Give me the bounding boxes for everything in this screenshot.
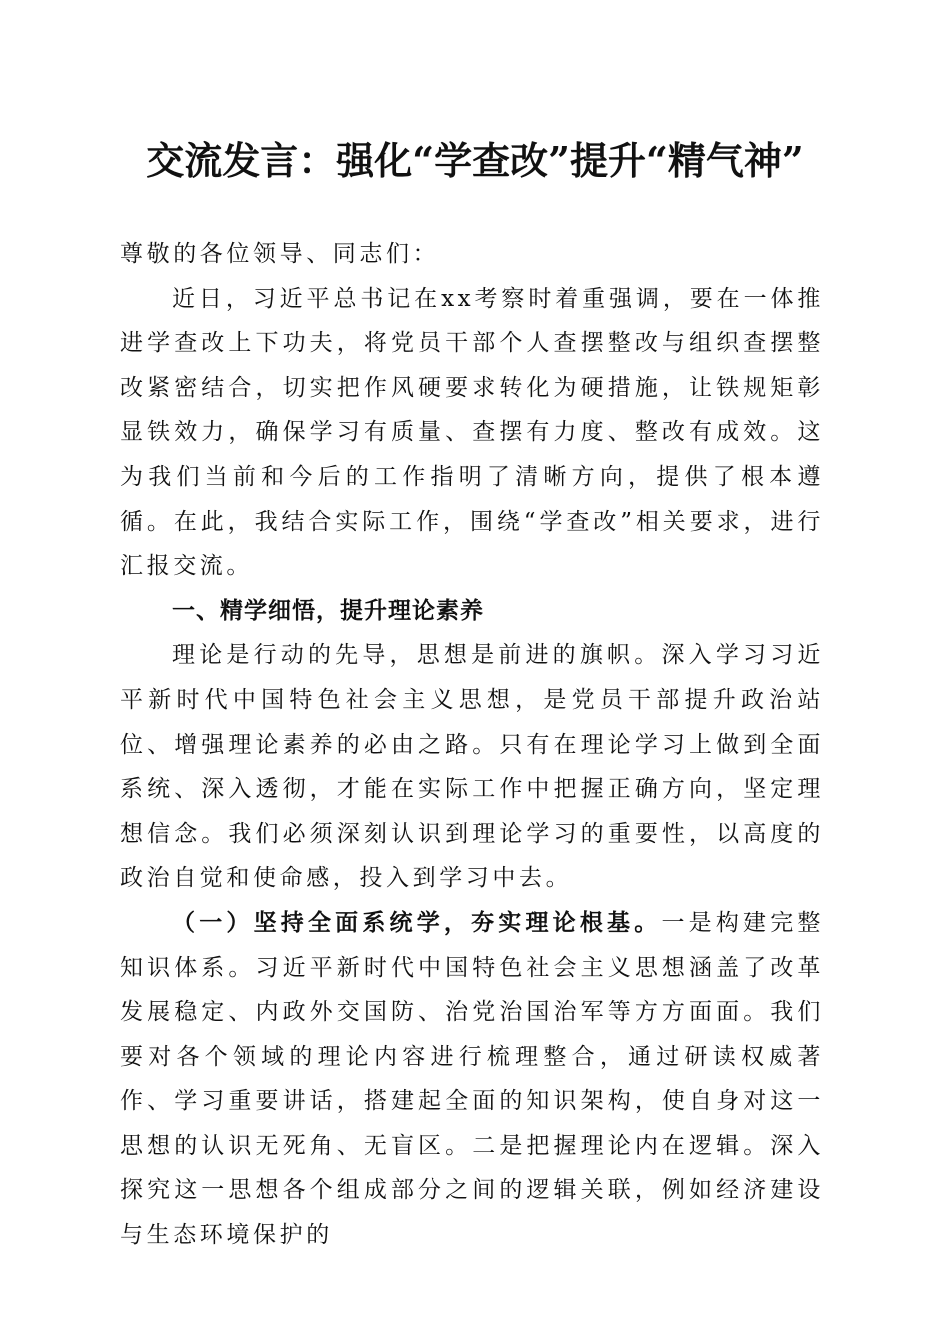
document-body bbox=[120, 232, 824, 1258]
salutation: 尊敬的各位领导、同志们： bbox=[120, 241, 440, 267]
subsection-lead: （一）坚持全面系统学，夯实理论根基。 bbox=[172, 908, 662, 936]
subsection-text: 一是构建完整知识体系。习近平新时代中国特色社会主义思想涵盖了改革发展稳定、内政外交国防、治党治国治军等方方面面。我们要对各个领域的理论内容进行梳理整合，通过研读权威著作、学习重要讲话，搭建起全面的知识架构，使自身对这一思想的认识无死角、无盲区。二是把握理论内在逻辑。深入探究这一思想各个组成部分之间的逻辑关联，例如经济建设与生态环境保护的 bbox=[120, 909, 824, 1249]
document-title: 交流发言：强化“学查改”提升“精气神” bbox=[146, 138, 804, 183]
subsection-paragraph bbox=[120, 901, 824, 1258]
section-paragraph: 理论是行动的先导，思想是前进的旗帜。深入学习习近平新时代中国特色社会主义思想，是党员干部提升政治站位、增强理论素养的必由之路。只有在理论学习上做到全面系统、深入透彻，才能在实际工作中把握正确方向，坚定理想信念。我们必须深刻认识到理论学习的重要性，以高度的政治自觉和使命感，投入到学习中去。 bbox=[120, 642, 824, 892]
section-heading: 一、精学细悟，提升理论素养 bbox=[172, 597, 484, 624]
intro-paragraph: 近日，习近平总书记在xx考察时着重强调，要在一体推进学查改上下功夫，将党员干部个人查摆整改与组织查摆整改紧密结合，切实把作风硬要求转化为硬措施，让铁规矩彰显铁效力，确保学习有质量、查摆有力度、整改有成效。这为我们当前和今后的工作指明了清晰方向，提供了根本遵循。在此，我结合实际工作，围绕“学查改”相关要求，进行汇报交流。 bbox=[120, 285, 824, 580]
